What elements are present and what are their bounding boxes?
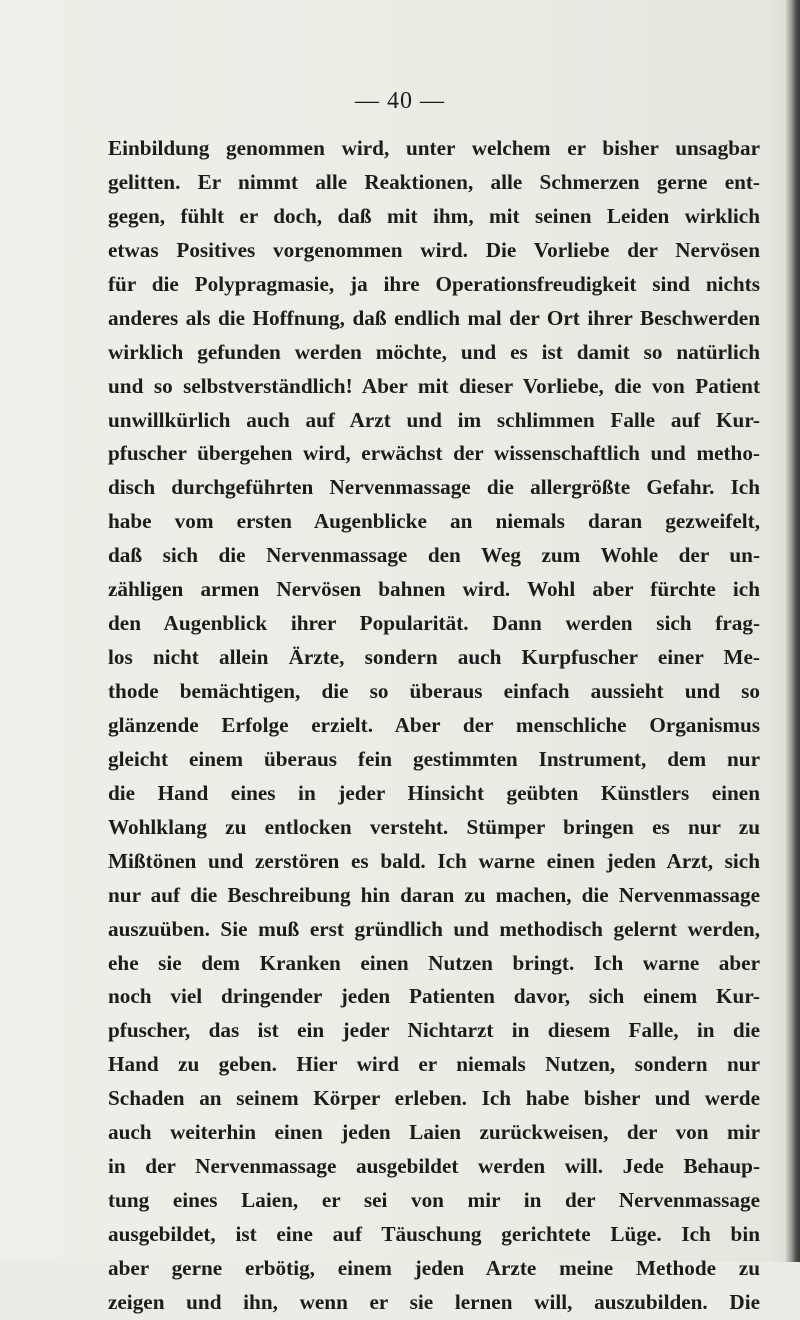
- text-line: zähligen armen Nervösen bahnen wird. Wohl aber fürchte ich: [108, 577, 760, 602]
- text-line: Hand zu geben. Hier wird er niemals Nutzen, sondern nur: [108, 1052, 760, 1077]
- text-line: zeigen und ihn, wenn er sie lernen will, auszubilden. Die: [108, 1289, 760, 1314]
- text-line: etwas Positives vorgenommen wird. Die Vorliebe der Nervösen: [108, 237, 760, 262]
- text-line: gelitten. Er nimmt alle Reaktionen, alle Schmerzen gerne ent-: [108, 169, 760, 194]
- text-line: tung eines Laien, er sei von mir in der Nervenmassage: [108, 1188, 760, 1213]
- text-line: in der Nervenmassage ausgebildet werden will. Jede Behaup-: [108, 1154, 760, 1179]
- text-line: anderes als die Hoffnung, daß endlich mal der Ort ihrer Beschwerden: [108, 305, 760, 330]
- text-line: habe vom ersten Augenblicke an niemals daran gezweifelt,: [108, 509, 760, 534]
- text-line: auszuüben. Sie muß erst gründlich und methodisch gelernt werden,: [108, 916, 760, 941]
- text-line: nur auf die Beschreibung hin daran zu machen, die Nervenmassage: [108, 882, 760, 907]
- text-line: gleicht einem überaus fein gestimmten Instrument, dem nur: [108, 746, 760, 771]
- text-line: Einbildung genommen wird, unter welchem er bisher unsagbar: [108, 136, 760, 160]
- text-line: los nicht allein Ärzte, sondern auch Kurpfuscher einer Me-: [108, 645, 760, 670]
- text-line: gegen, fühlt er doch, daß mit ihm, mit seinen Leiden wirklich: [108, 203, 760, 228]
- page-number: — 40 —: [355, 88, 445, 114]
- text-line: Mißtönen und zerstören es bald. Ich warne einen jeden Arzt, sich: [108, 848, 760, 873]
- text-line: glänzende Erfolge erzielt. Aber der menschliche Organismus: [108, 712, 760, 737]
- page-binding-edge: [786, 0, 800, 1262]
- text-line: unwillkürlich auch auf Arzt und im schlimmen Falle auf Kur-: [108, 407, 760, 432]
- text-line: und so selbstverständlich! Aber mit dieser Vorliebe, die von Patient: [108, 373, 760, 398]
- text-line: Schaden an seinem Körper erleben. Ich habe bisher und werde: [108, 1086, 760, 1111]
- text-line: die Hand eines in jeder Hinsicht geübten Künstlers einen: [108, 780, 760, 805]
- text-line: wirklich gefunden werden möchte, und es ist damit so natürlich: [108, 339, 760, 364]
- text-line: auch weiterhin einen jeden Laien zurückweisen, der von mir: [108, 1120, 760, 1145]
- text-line: ausgebildet, ist eine auf Täuschung gerichtete Lüge. Ich bin: [108, 1222, 760, 1246]
- text-line: aber gerne erbötig, einem jeden Arzte meine Methode zu: [108, 1255, 760, 1280]
- text-line: noch viel dringender jeden Patienten davor, sich einem Kur-: [108, 984, 760, 1009]
- text-line: thode bemächtigen, die so überaus einfach aussieht und so: [108, 679, 760, 703]
- body-text: [108, 132, 760, 1320]
- text-line: Wohlklang zu entlocken versteht. Stümper bringen es nur zu: [108, 814, 760, 839]
- text-line: disch durchgeführten Nervenmassage die allergrößte Gefahr. Ich: [108, 475, 760, 500]
- text-line: pfuscher übergehen wird, erwächst der wissenschaftlich und metho-: [108, 441, 760, 466]
- text-line: ehe sie dem Kranken einen Nutzen bringt. Ich warne aber: [108, 950, 760, 975]
- text-line: den Augenblick ihrer Popularität. Dann werden sich frag-: [108, 611, 760, 636]
- text-line: pfuscher, das ist ein jeder Nichtarzt in diesem Falle, in die: [108, 1018, 760, 1043]
- text-line: daß sich die Nervenmassage den Weg zum Wohle der un-: [108, 543, 760, 568]
- text-line: für die Polypragmasie, ja ihre Operationsfreudigkeit sind nichts: [108, 271, 760, 296]
